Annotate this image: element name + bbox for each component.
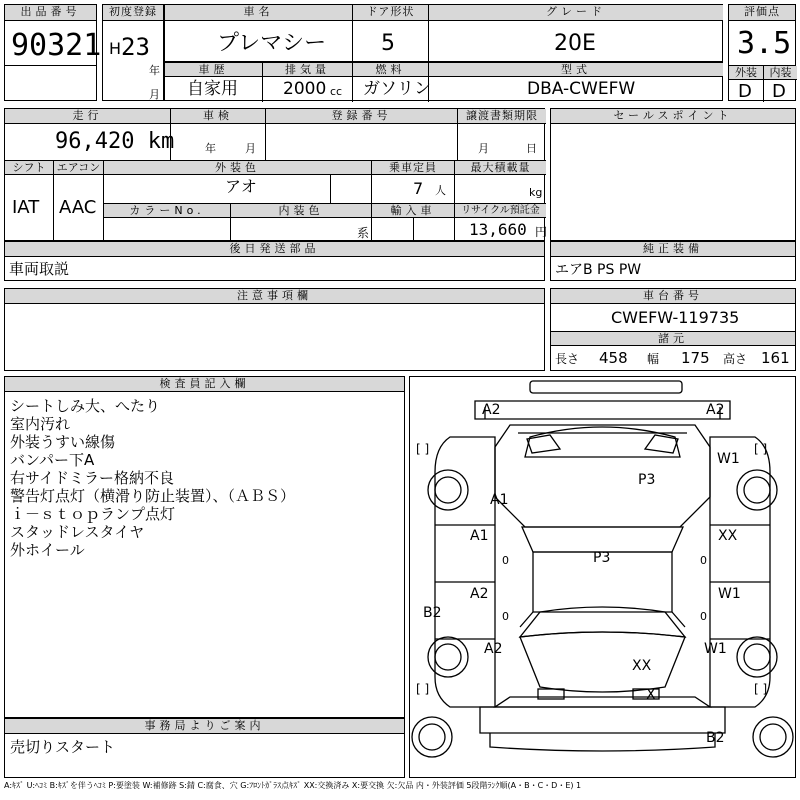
notes-label: 注意事項欄: [5, 289, 544, 304]
mark-right-front-wheel: W1: [717, 451, 740, 467]
lot-number: 90321: [11, 28, 102, 63]
recycle-deposit-label: リサイクル預託金: [455, 204, 546, 218]
inspection-label: 車検: [171, 109, 265, 124]
registration-year: 23: [121, 33, 150, 61]
list-item: 室内汚れ: [10, 415, 71, 433]
shift: IAT: [12, 197, 40, 218]
month-unit: 月: [149, 88, 160, 101]
sales-point-box: [550, 108, 796, 241]
list-item: シートしみ大、へたり: [10, 397, 161, 415]
score-label: 評価点: [729, 5, 795, 21]
list-item: 警告灯点灯（横滑り防止装置）、（ＡＢＳ）: [10, 487, 296, 505]
length: 458: [599, 349, 628, 367]
mark-right-rear-wheel: W1: [704, 641, 727, 657]
first-registration-label: 初度登録: [103, 5, 163, 21]
mark-rear-bumper: B2: [706, 730, 725, 746]
mark-left-front-door: A1: [470, 528, 489, 544]
height-label: 高さ: [723, 352, 748, 366]
width: 175: [681, 349, 710, 367]
equipment: エアB PS PW: [555, 262, 642, 278]
later-parts-label: 後日発送部品: [5, 242, 544, 257]
mark-left-front-door-sub: 0: [502, 554, 509, 567]
transfer-month-unit: 月: [478, 142, 489, 155]
mark-right-front-door-sub: 0: [700, 554, 707, 567]
mark-front-left: A2: [482, 402, 501, 418]
transfer-deadline-label: 譲渡書類期限: [458, 109, 546, 124]
color-number-label: カラーNo.: [104, 204, 230, 218]
height: 161: [761, 349, 790, 367]
mark-left-rear-door: A2: [470, 586, 489, 602]
sales-point-label: セールスポイント: [551, 109, 795, 124]
score-cell: [728, 4, 796, 101]
max-load-label: 最大積載量: [455, 161, 546, 175]
list-item: スタッドレスタイヤ: [10, 523, 145, 541]
mark-left-rear-door-sub: 0: [502, 610, 509, 623]
lot-number-label: 出品番号: [5, 5, 96, 21]
list-item: 外ホイール: [10, 541, 85, 559]
interior-grade: D: [772, 81, 786, 102]
mark-left-front-fender: A1: [490, 492, 509, 508]
displacement-unit: cc: [330, 85, 343, 98]
door-type-label: ドア形状: [353, 5, 428, 21]
office-note: 売切りスタート: [10, 738, 116, 756]
dimensions-label: 諸元: [551, 331, 795, 346]
transfer-day-unit: 日: [526, 142, 537, 155]
spec-row: [164, 62, 723, 101]
office-label: 事務局よりご案内: [5, 719, 404, 734]
exterior-color: アオ: [225, 177, 257, 196]
mark-right-rear-door-sub: 0: [700, 610, 707, 623]
notes-box: [4, 288, 545, 371]
width-label: 幅: [647, 352, 660, 366]
vehicle-name-label: 車名: [165, 5, 352, 21]
interior-color-unit: 系: [357, 226, 370, 240]
chassis-label: 車台番号: [551, 289, 795, 304]
max-load-unit: kg: [529, 186, 543, 199]
lot-number-cell: [4, 4, 102, 101]
car-diagram: [409, 376, 796, 778]
import-label: 輸入車: [372, 204, 454, 218]
fuel: ガソリン: [363, 79, 431, 99]
bracket: [ ]: [416, 682, 430, 696]
later-parts-box: [4, 241, 545, 281]
model-label: 型式: [429, 63, 723, 77]
vehicle-detail-block: [4, 108, 548, 241]
displacement: 2000: [283, 79, 327, 99]
ac: AAC: [59, 197, 97, 218]
capacity: 7: [413, 179, 424, 198]
mark-right-front-door: XX: [718, 528, 738, 544]
mark-left-rear-body: B2: [423, 605, 442, 621]
recycle-deposit: 13,660: [469, 220, 527, 239]
mark-roof: P3: [593, 550, 611, 566]
exterior-grade: D: [738, 81, 752, 102]
displacement-label: 排気量: [263, 63, 352, 77]
bracket: [ ]: [754, 682, 768, 696]
interior-color-label: 内装色: [231, 204, 371, 218]
bracket: [ ]: [754, 442, 768, 456]
list-item: 右サイドミラー格納不良: [10, 469, 174, 487]
history: 自家用: [187, 79, 238, 99]
mileage: 96,420 km: [55, 129, 175, 154]
fuel-label: 燃料: [353, 63, 428, 77]
length-label: 長さ: [555, 352, 580, 366]
exterior-label: 外装: [729, 66, 763, 80]
legend: A:ｷｽﾞ U:ﾍｺﾐ B:ｷｽﾞを伴うﾍｺﾐ P:要塗装 W:補修跡 S:錆 C:腐食、穴 G:ﾌﾛﾝﾄｶﾞﾗｽ点ｷｽﾞ XX:交換済み X:要交換 欠:欠品 内・外装評価 5段階ﾗﾝｸ順(A・B・C・D・E) 1: [4, 781, 582, 790]
list-item: バンパー下A: [10, 451, 95, 469]
mark-right-rear-door: W1: [718, 586, 741, 602]
capacity-unit: 人: [435, 184, 446, 197]
mark-rear-glass: XX: [632, 658, 652, 674]
registration-number-label: 登録番号: [266, 109, 457, 124]
later-parts: 車両取説: [9, 260, 70, 278]
office-box: [4, 718, 405, 778]
vehicle-name: プレマシー: [217, 31, 327, 56]
era: H: [109, 39, 122, 58]
car-outline: [410, 377, 795, 777]
mark-left-rear-quarter: A2: [484, 641, 503, 657]
recycle-unit: 円: [535, 225, 548, 239]
score: 3.5: [737, 26, 792, 61]
grade: 20E: [554, 31, 596, 56]
inspection-year-unit: 年: [205, 142, 216, 155]
chassis-box: [550, 288, 796, 371]
list-item: 外装うすい線傷: [10, 433, 116, 451]
capacity-label: 乗車定員: [372, 161, 454, 175]
history-label: 車歴: [165, 63, 262, 77]
equipment-label: 純正装備: [551, 242, 795, 257]
first-registration-cell: [102, 4, 164, 101]
exterior-color-label: 外装色: [104, 161, 371, 175]
door-count: 5: [381, 31, 395, 56]
inspection-month-unit: 月: [245, 142, 256, 155]
interior-label: 内装: [763, 66, 797, 80]
mileage-label: 走行: [5, 109, 170, 124]
model: DBA-CWEFW: [527, 79, 636, 99]
chassis-number: CWEFW-119735: [611, 308, 740, 327]
inspector-notes-list: [10, 397, 295, 559]
grade-label: グレード: [429, 5, 723, 21]
shift-label: シフト: [5, 161, 53, 175]
list-item: ｉ－ｓｔｏｐランプ点灯: [10, 505, 176, 523]
vehicle-name-row: [164, 4, 723, 62]
inspector-box: [4, 376, 405, 718]
mark-hood: P3: [638, 472, 656, 488]
inspector-label: 検査員記入欄: [5, 377, 404, 392]
equipment-box: [550, 241, 796, 281]
year-unit: 年: [149, 64, 160, 77]
bracket: [ ]: [416, 442, 430, 456]
mark-rear-lamp: X: [646, 687, 656, 703]
ac-label: エアコン: [54, 161, 103, 175]
mark-front-right: A2: [706, 402, 725, 418]
